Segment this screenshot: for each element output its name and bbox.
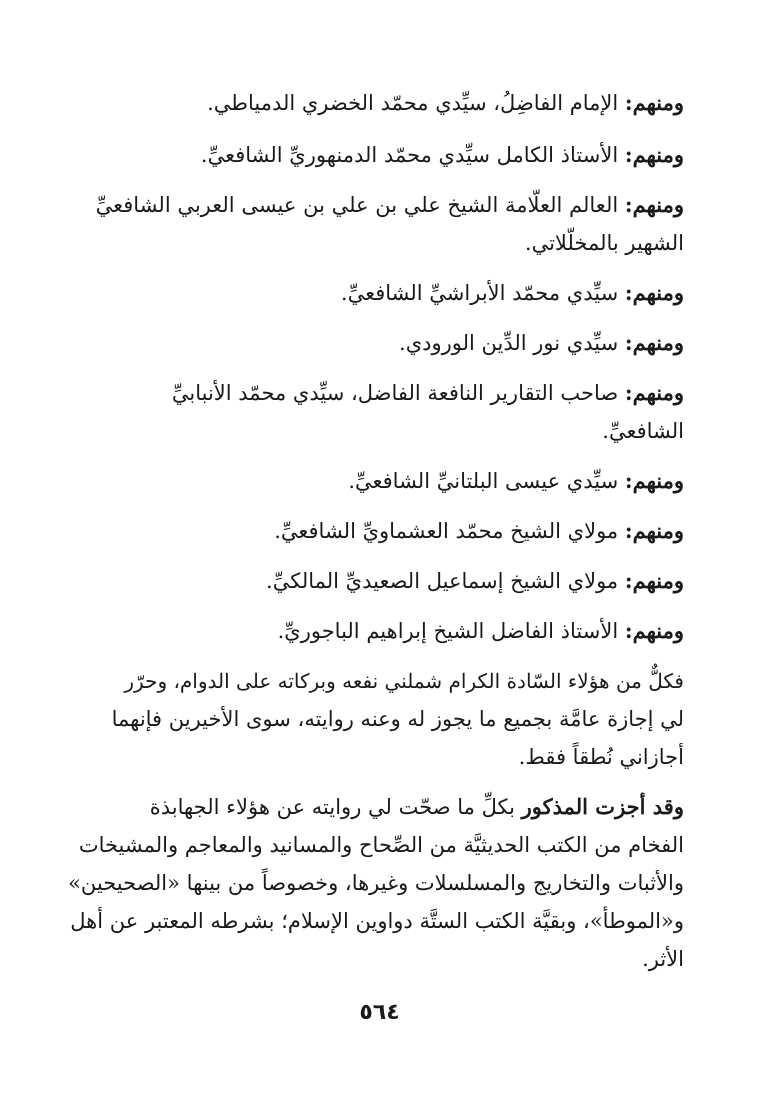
line-lead: ومنهم: [624,192,684,217]
line-lead: ومنهم: [624,568,684,593]
line-lead: ومنهم: [624,330,684,355]
text-line [62,228,684,258]
line-lead: ومنهم: [624,518,684,543]
line-text: سيِّدي نور الدِّين الورودي. [399,331,625,355]
text-line [62,378,684,408]
line-lead: ومنهم: [624,618,684,643]
line-text: الشهير بالمخلّلاتي. [524,231,684,255]
line-text: الشافعيِّ. [602,419,684,443]
text-line [124,140,684,170]
text-line [124,616,684,646]
text-line [124,516,684,546]
line-lead: ومنهم: [624,280,684,305]
line-text: فكلٌّ من هؤلاء السّادة الكرام شملني نفعه وبركاته على الدوام، وحرّر [124,669,684,693]
paragraph-line [62,906,684,936]
line-text: الإمام الفاضِلُ، سيِّدي محمّد الخضري الدمياطي. [207,91,625,115]
text-line [124,566,684,596]
line-text: و«الموطأ»، وبقيَّة الكتب الستَّة دواوين الإسلام؛ بشرطه المعتبر عن أهل [70,909,684,933]
line-lead: ومنهم: [624,380,684,405]
line-text: والأثبات والتخاريج والمسلسلات وغيرها، وخصوصاً من بينها «الصحيحين» [68,871,684,895]
line-text: مولاي الشيخ إسماعيل الصعيديِّ المالكيِّ. [266,569,625,593]
text-line [124,328,684,358]
line-lead: ومنهم: [624,90,684,115]
page-number: ٥٦٤ [359,1000,400,1025]
paragraph-line [62,704,684,734]
line-text: مولاي الشيخ محمّد العشماويِّ الشافعيِّ. [274,519,625,543]
text-line [124,466,684,496]
paragraph-line [62,830,684,860]
text-line [62,416,684,446]
line-text: سيِّدي عيسى البلتانيِّ الشافعيِّ. [348,469,625,493]
line-text: العالم العلّامة الشيخ علي بن علي بن عيسى العربي الشافعيِّ [95,193,625,217]
line-text: سيِّدي محمّد الأبراشيِّ الشافعيِّ. [340,281,625,305]
line-text: الأستاذ الفاضل الشيخ إبراهيم الباجوريِّ. [277,619,625,643]
line-text: بكلِّ ما صحّت لي روايته عن هؤلاء الجهابذة [149,795,522,819]
line-text: أجازاني نُطقاً فقط. [518,745,684,769]
line-lead: ومنهم: [624,142,684,167]
line-lead: ومنهم: [624,468,684,493]
line-text: لي إجازة عامَّة بجميع ما يجوز له وعنه روايته، سوى الأخيرين فإنهما [111,707,684,731]
line-text: الأستاذ الكامل سيِّدي محمّد الدمنهوريِّ الشافعيِّ. [200,143,625,167]
paragraph-line [124,792,684,822]
line-text: صاحب التقارير النافعة الفاضل، سيِّدي محمّد الأنبابيِّ [171,381,625,405]
line-text: الفخام من الكتب الحديثيَّة من الصِّحاح والمسانيد والمعاجم والمشيخات [78,833,684,857]
paragraph-line [124,666,684,696]
document-page [62,0,684,1106]
paragraph-line [62,868,684,898]
paragraph-line [62,742,684,772]
paragraph-line [62,944,684,974]
text-line [124,88,684,118]
text-line [62,190,684,220]
line-text: الأثر. [642,947,684,971]
line-lead: وقد أجزت المذكور [521,794,684,819]
text-line [124,278,684,308]
